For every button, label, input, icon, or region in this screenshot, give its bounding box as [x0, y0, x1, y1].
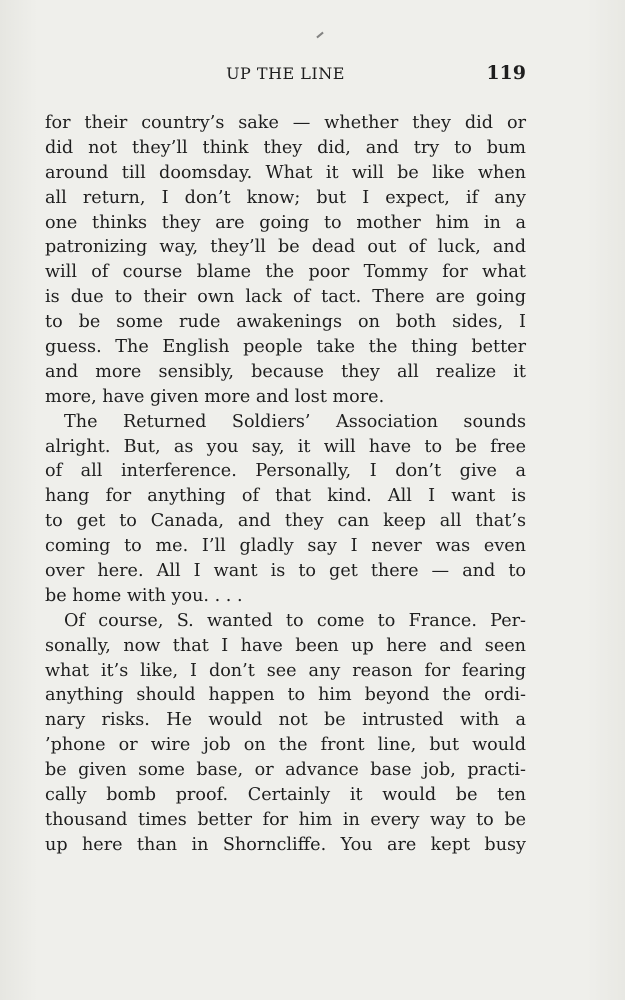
text-line: what it’s like, I don’t see any reason for fearing: [45, 660, 526, 681]
text-line: cally bomb proof. Certainly it would be ten: [45, 785, 526, 806]
text-line: is due to their own lack of tact. There are going: [45, 287, 526, 308]
text-line: nary risks. He would not be intrusted with a: [45, 710, 526, 731]
text-line: patronizing way, they’ll be dead out of luck, and: [45, 237, 526, 258]
text-line: around till doomsday. What it will be like when: [45, 162, 526, 183]
text-line: hang for anything of that kind. All I want is: [45, 486, 526, 507]
text-line: all return, I don’t know; but I expect, if any: [45, 187, 526, 208]
text-line: more, have given more and lost more.: [45, 386, 385, 407]
text-line: of all interference. Personally, I don’t give a: [45, 461, 526, 482]
text-line: anything should happen to him beyond the ordi-: [45, 685, 526, 706]
text-line: will of course blame the poor Tommy for what: [45, 262, 526, 283]
page-number: 119: [486, 62, 526, 84]
text-line: coming to me. I’ll gladly say I never was even: [45, 536, 526, 557]
page-header: [45, 62, 526, 88]
text-line: thousand times better for him in every way to be: [45, 809, 526, 830]
text-line: to get to Canada, and they can keep all that’s: [45, 511, 526, 532]
text-line: did not they’ll think they did, and try to bum: [45, 137, 526, 158]
text-line: and more sensibly, because they all realize it: [45, 361, 526, 382]
text-line: one thinks they are going to mother him in a: [45, 212, 526, 233]
text-line: ’phone or wire job on the front line, but would: [45, 735, 526, 756]
text-line: The Returned Soldiers’ Association sounds: [64, 411, 526, 432]
text-line: be home with you. . . .: [45, 585, 243, 606]
ink-mark: [316, 32, 323, 39]
text-line: guess. The English people take the thing better: [45, 337, 526, 358]
text-line: for their country’s sake — whether they did or: [45, 113, 526, 133]
text-line: Of course, S. wanted to come to France. Per-: [64, 610, 526, 631]
text-line: alright. But, as you say, it will have to be free: [45, 436, 526, 457]
text-line: sonally, now that I have been up here and seen: [45, 635, 526, 656]
text-line: to be some rude awakenings on both sides, I: [45, 312, 526, 333]
text-line: over here. All I want is to get there — and to: [45, 561, 526, 582]
running-title: UP THE LINE: [226, 64, 345, 83]
text-line: be given some base, or advance base job, practi-: [45, 760, 526, 781]
body-text: [45, 111, 526, 858]
text-line: up here than in Shorncliffe. You are kept busy: [45, 834, 526, 855]
